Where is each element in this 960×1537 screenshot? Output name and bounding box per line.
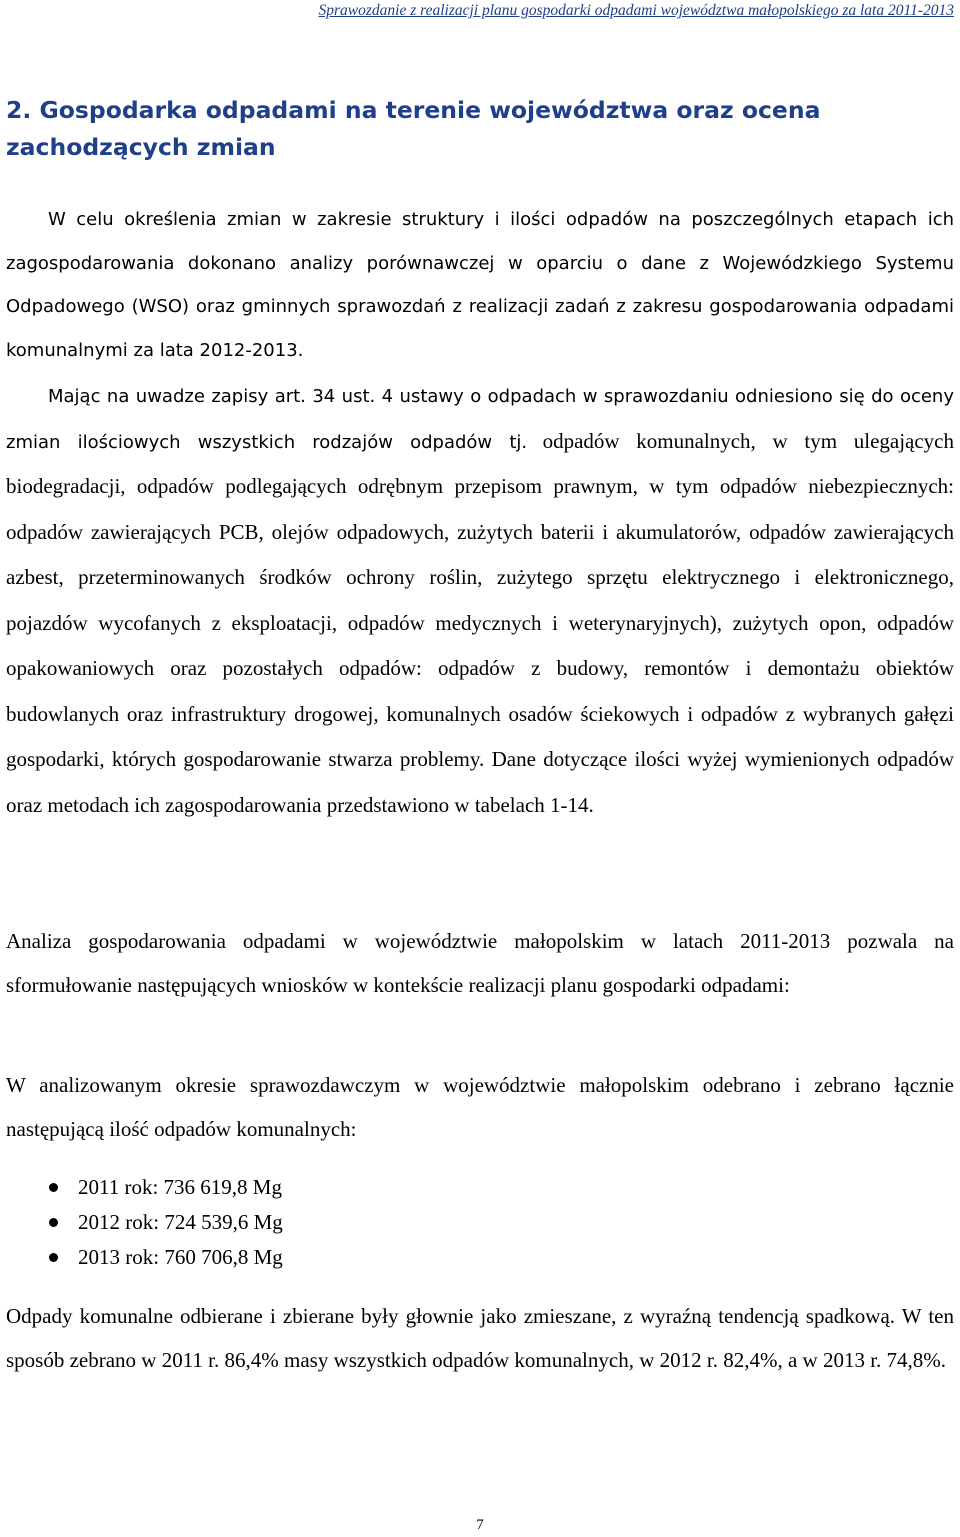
list-item: [0, 1170, 283, 1205]
paragraph-scope-rest: odpadów komunalnych, w tym ulegających biodegradacji, odpadów podlegających odrębnym przepisom prawnym, w tym odpadów niebezpiecznych: odpadów zawierających PCB, olejów odpadowych, zużytych baterii i akumulatorów, odpadów zawierających azbest, przeterminowanych środków ochrony roślin, zużytego sprzętu elektrycznego i elektronicznego, pojazdów wycofanych z eksploatacji, odpadów medycznych i weterynaryjnych), zużytych opon, odpadów opakowaniowych oraz pozostałych odpadów: odpadów z budowy, remontów i demontażu obiektów budowlanych oraz infrastruktury drogowej, komunalnych osadów ściekowych i odpadów z wybranych gałęzi gospodarki, których gospodarowanie stwarza problemy. Dane dotyczące ilości wyżej wymienionych odpadów oraz metodach ich zagospodarowania przedstawiono w tabelach 1-14.: [6, 428, 955, 817]
paragraph-collected: W analizowanym okresie sprawozdawczym w województwie małopolskim odebrano i zebrano łącznie następującą ilość odpadów komunalnych:: [6, 1073, 954, 1141]
bullet-icon: [49, 1183, 58, 1192]
bullet-icon: [49, 1218, 58, 1227]
bullet-icon: [49, 1253, 58, 1262]
page-number: 7: [476, 1517, 484, 1533]
list-item-text: 2013 rok: 760 706,8 Mg: [78, 1245, 283, 1269]
running-header: Sprawozdanie z realizacji planu gospodarki odpadami województwa małopolskiego za lata 2011-2013: [318, 2, 954, 19]
paragraph-scope-intro: Mając na uwadze zapisy art. 34 ust. 4 ustawy o odpadach w sprawozdaniu odniesiono się do oceny zmian ilościowych wszystkich rodzajów odpadów tj.: [6, 386, 954, 453]
list-item-text: 2012 rok: 724 539,6 Mg: [78, 1210, 283, 1234]
paragraph-intro: W celu określenia zmian w zakresie struktury i ilości odpadów na poszczególnych etapach ich zagospodarowania dokonano analizy porównawczej w oparciu o dane z Wojewódzkiego Systemu Odpadowego (WSO) oraz gminnych sprawozdań z realizacji zadań z zakresu gospodarowania odpadami komunalnymi za lata 2012-2013.: [6, 209, 954, 361]
list-item: [0, 1205, 283, 1240]
section-heading: 2. Gospodarka odpadami na terenie województwa oraz ocena zachodzących zmian: [6, 96, 821, 161]
list-item-text: 2011 rok: 736 619,8 Mg: [78, 1175, 282, 1199]
paragraph-mixed-waste: Odpady komunalne odbierane i zbierane były głownie jako zmieszane, z wyraźną tendencją spadkową. W ten sposób zebrano w 2011 r. 86,4% masy wszystkich odpadów komunalnych, w 2012 r. 82,4%, a w 2013 r. 74,8%.: [6, 1304, 954, 1372]
list-item: [0, 1240, 283, 1275]
collection-list: [0, 1170, 283, 1275]
paragraph-analysis: Analiza gospodarowania odpadami w województwie małopolskim w latach 2011-2013 pozwala na sformułowanie następujących wniosków w kontekście realizacji planu gospodarki odpadami:: [6, 929, 954, 997]
paragraph-scope: [6, 375, 954, 829]
